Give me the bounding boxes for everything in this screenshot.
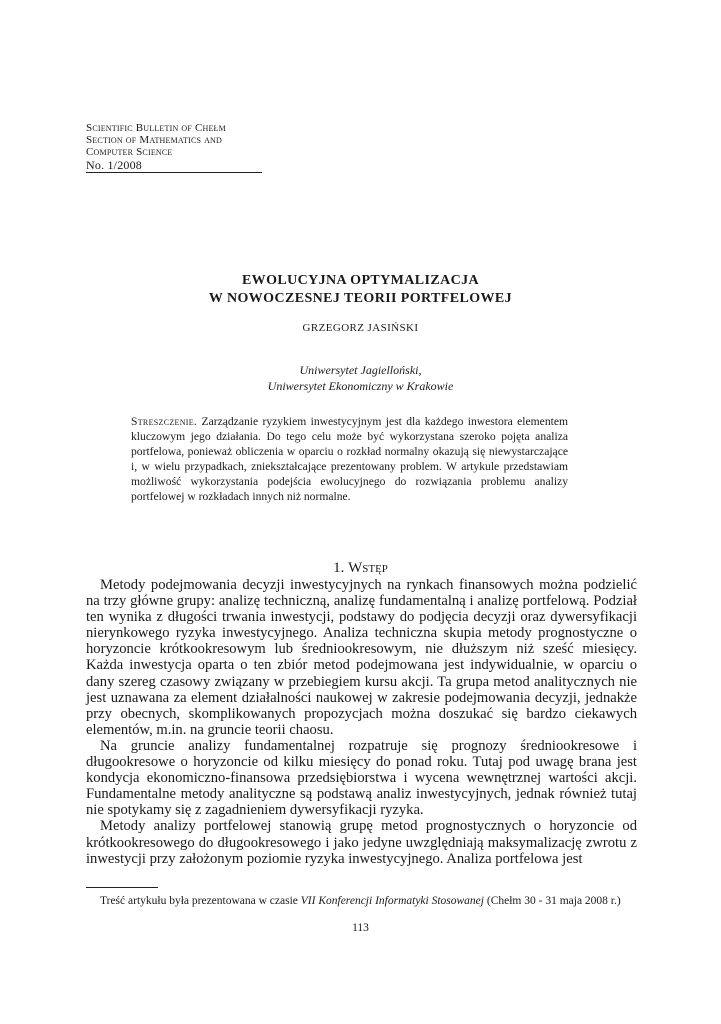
paragraph: Metody analizy portfelowej stanowią grupę metod prognostycznych o horyzoncie od krótkookresowego do długookresowego i jako jedyne uwzględniają maksymalizację zwrotu z inwestycji przy założonym poziomie ryzyka inwestycyjnego. Analiza portfelowa jest <box>86 818 637 867</box>
affiliation <box>0 362 721 394</box>
paragraph: Metody podejmowania decyzji inwestycyjnych na rynkach finansowych można podzielić na trzy główne grupy: analizę techniczną, analizę fundamentalną i analizę portfelową. Podział ten wynika z długości trwania inwestycji, podstawy do podjęcia decyzji oraz dywersyfikacji nierynkowego ryzyka inwestycyjnego. Analiza techniczna skupia metody prognostyczne o horyzoncie krótkookresowym lub średniookresowym, nie dłuższym niż sześć miesięcy. Każda inwestycja oparta o ten zbiór metod podejmowana jest indywidualnie, w oparciu o dany szereg czasowy związany w przebiegiem kursu akcji. Ta grupa metod analitycznych nie jest uznawana za element działalności naukowej w zakresie podejmowania decyzji, jednakże przy obecnych, skomplikowanych propozycjach można doszukać się bardzo ciekawych elementów, m.in. na gruncie teorii chaosu. <box>86 577 637 738</box>
body-text <box>86 577 637 867</box>
footnote-rule <box>86 887 158 888</box>
page-number: 113 <box>352 922 369 934</box>
paper-title <box>0 272 721 308</box>
journal-name: Scientific Bulletin of Chełm <box>86 122 226 134</box>
section-number: 1. <box>333 560 345 576</box>
abstract-text: Zarządzanie ryzykiem inwestycyjnym jest dla każdego inwestora elementem kluczowym jego działania. Do tego celu może być wykorzystana szeroko pojęta analiza portfelowa, ponieważ obliczenia w oparciu o rozkład normalny okazują się niewystarczające i, w wielu przypadkach, zniekształcające prezentowany problem. W artykule przedstawiam możliwość wykorzystania podejścia ewolucyjnego do rozwiązania problemu analizy portfelowej w rozkładach innych niż normalne. <box>131 415 568 503</box>
abstract <box>131 414 568 504</box>
affiliation-line-1: Uniwersytet Jagielloński, <box>299 363 422 377</box>
title-line-1: EWOLUCYJNA OPTYMALIZACJA <box>241 273 480 288</box>
journal-header <box>86 122 262 171</box>
journal-issue: No. 1/2008 <box>86 158 142 172</box>
journal-section-line2: Computer Science <box>86 146 173 158</box>
paragraph: Na gruncie analizy fundamentalnej rozpatruje się prognozy średniookresowe i długookresowe o horyzoncie od kilku miesięcy do ponad roku. Tutaj pod uwagę brana jest kondycja ekonomiczno-finansowa przedsiębiorstwa i wycena wewnętrznej wartości akcji. Fundamentalne metody analityczne są podstawą analiz inwestycyjnych, jednak również tutaj nie spotykamy się z zagadnieniem dywersyfikacji ryzyka. <box>86 737 637 819</box>
section-title: Wstęp <box>348 560 388 576</box>
footnote <box>86 894 637 908</box>
section-heading <box>0 560 721 577</box>
affiliation-line-2: Uniwersytet Ekonomiczny w Krakowie <box>267 379 454 393</box>
footnote-conference: VII Konferencji Informatyki Stosowanej <box>300 895 484 907</box>
header-rule <box>86 172 262 173</box>
abstract-label: Streszczenie. <box>131 415 198 428</box>
journal-section-line1: Section of Mathematics and <box>86 134 223 146</box>
footnote-text-start: Treść artykułu była prezentowana w czasie <box>100 895 298 907</box>
author-name: GRZEGORZ JASIŃSKI <box>302 322 419 334</box>
footnote-text-end: (Chełm 30 - 31 maja 2008 r.) <box>486 895 621 907</box>
title-line-2: W NOWOCZESNEJ TEORII PORTFELOWEJ <box>208 291 513 306</box>
